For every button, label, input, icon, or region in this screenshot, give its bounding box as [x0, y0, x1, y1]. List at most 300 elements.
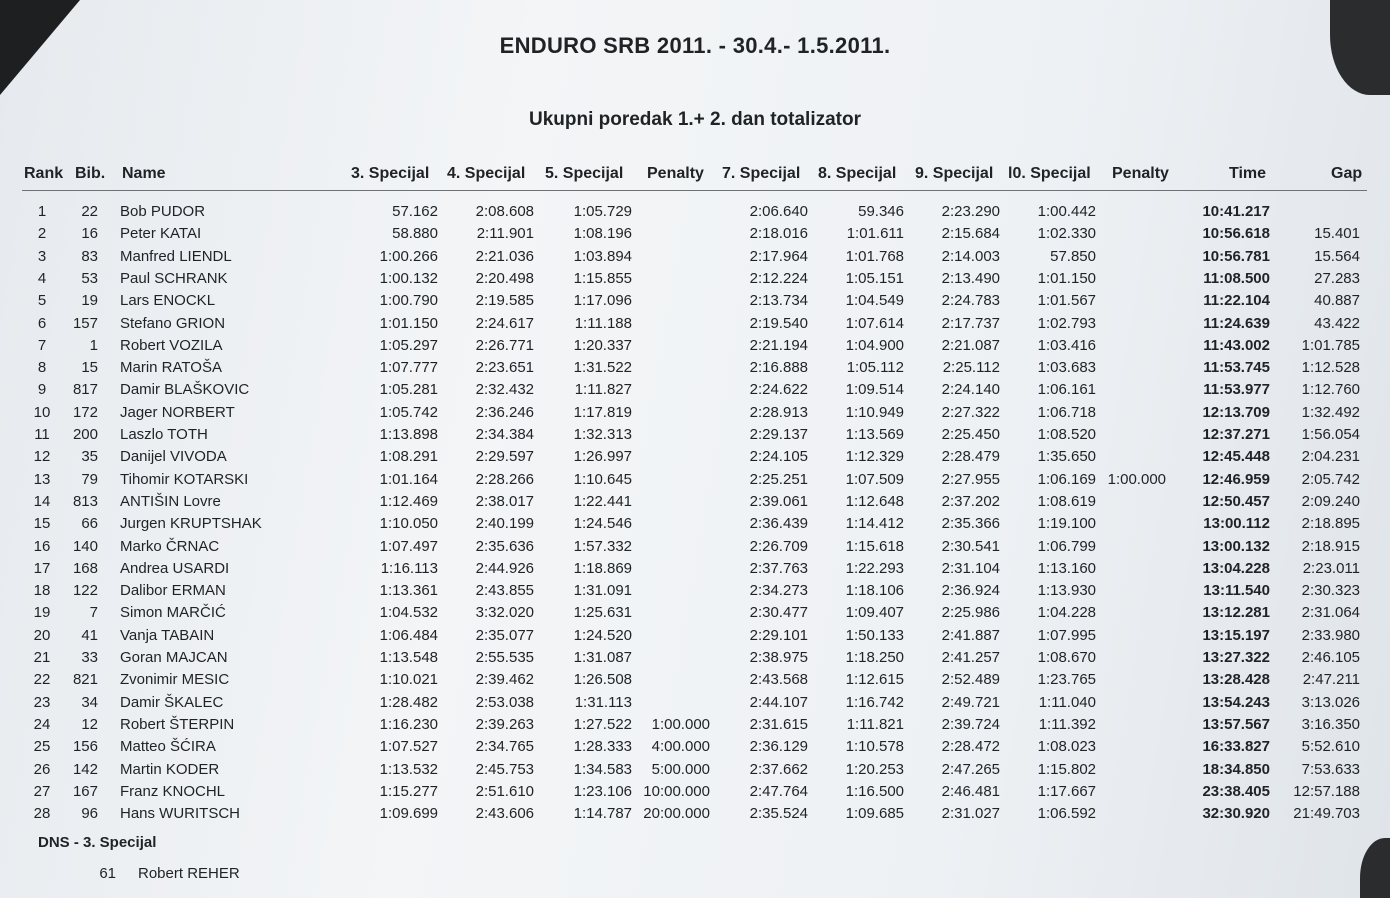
- cell-s10: 57.850: [1050, 247, 1096, 265]
- cell-s10: 1:08.520: [1037, 426, 1096, 443]
- cell-s7: 2:17.964: [749, 247, 808, 265]
- cell-s5: 1:32.313: [573, 426, 632, 443]
- cell-s5: 1:26.508: [573, 671, 632, 689]
- cell-time: 12:46.959: [1202, 470, 1270, 488]
- table-row: [0, 582, 1390, 604]
- cell-s10: 1:35.650: [1037, 448, 1096, 466]
- cell-s10: 1:11.392: [1038, 715, 1096, 733]
- cell-name: Andrea USARDI: [120, 559, 230, 577]
- table-row: [0, 493, 1390, 515]
- cell-name: Damir ŠKALEC: [120, 693, 224, 711]
- dns-row: [0, 865, 600, 885]
- cell-s7: 2:19.540: [749, 314, 808, 332]
- cell-name: Simon MARČIĆ: [120, 604, 226, 622]
- cell-bib: 83: [81, 247, 98, 265]
- page-subtitle: Ukupni poredak 1.+ 2. dan totalizator: [528, 109, 862, 130]
- cell-rank: 1: [37, 203, 47, 220]
- cell-s8: 1:20.253: [845, 760, 904, 778]
- cell-s3: 1:00.266: [379, 247, 438, 265]
- cell-s8: 1:13.569: [845, 426, 904, 443]
- cell-rank: 21: [33, 649, 51, 666]
- table-row: [0, 649, 1390, 671]
- cell-gap: 2:47.211: [1302, 671, 1360, 689]
- cell-s9: 2:28.479: [941, 448, 1000, 466]
- col-header-s3: 3. Specijal: [351, 165, 430, 182]
- cell-s9: 2:14.003: [941, 247, 1000, 265]
- cell-s7: 2:43.568: [749, 671, 808, 689]
- cell-s7: 2:28.913: [749, 403, 808, 421]
- col-header-s7: 7. Specijal: [722, 165, 801, 182]
- cell-s7: 2:29.137: [749, 426, 808, 443]
- cell-s7: 2:31.615: [749, 715, 808, 733]
- cell-bib: 53: [81, 269, 98, 287]
- cell-s4: 2:43.855: [475, 582, 534, 600]
- cell-rank: 2: [37, 225, 47, 243]
- page-title: ENDURO SRB 2011. - 30.4.- 1.5.2011.: [499, 33, 891, 58]
- cell-s3: 1:04.532: [379, 604, 438, 622]
- cell-s5: 1:10.645: [573, 470, 632, 488]
- cell-rank: 25: [33, 738, 51, 756]
- cell-s3: 1:00.132: [379, 269, 438, 287]
- cell-s3: 1:06.484: [379, 626, 438, 644]
- cell-s9: 2:30.541: [941, 537, 1000, 555]
- cell-bib: 35: [81, 448, 98, 466]
- cell-gap: 3:13.026: [1301, 693, 1360, 711]
- col-header-rank: Rank: [24, 165, 64, 182]
- cell-s3: 1:13.898: [379, 426, 438, 443]
- cell-s10: 1:03.416: [1037, 336, 1096, 354]
- cell-gap: 2:30.323: [1301, 582, 1360, 600]
- cell-pen1: 10:00.000: [643, 782, 710, 800]
- cell-bib: 821: [72, 671, 98, 689]
- cell-time: 12:45.448: [1202, 448, 1270, 466]
- cell-bib: 79: [81, 470, 98, 488]
- cell-name: Lars ENOCKL: [120, 292, 216, 310]
- cell-s10: 1:01.567: [1037, 292, 1096, 310]
- cell-time: 13:27.322: [1202, 649, 1270, 666]
- cell-s3: 58.880: [392, 225, 438, 243]
- cell-time: 11:22.104: [1203, 292, 1270, 310]
- dns-section-title: DNS - 3. Specijal: [38, 834, 157, 851]
- cell-s7: 2:29.101: [749, 626, 808, 644]
- cell-s5: 1:57.332: [573, 537, 632, 555]
- cell-s3: 1:05.297: [379, 336, 438, 354]
- cell-s5: 1:31.091: [573, 582, 632, 600]
- col-header-s4: 4. Specijal: [447, 165, 526, 182]
- cell-time: 13:15.197: [1202, 626, 1270, 644]
- table-row: [0, 270, 1390, 292]
- cell-s9: 2:39.724: [941, 715, 1000, 733]
- cell-s7: 2:36.129: [749, 738, 808, 756]
- cell-s8: 1:05.112: [846, 359, 904, 377]
- cell-rank: 20: [33, 626, 51, 644]
- table-header: [0, 165, 1390, 187]
- table-row: [0, 627, 1390, 649]
- cell-s3: 1:28.482: [379, 693, 438, 711]
- cell-bib: 22: [81, 203, 98, 220]
- cell-s8: 1:18.250: [845, 649, 904, 666]
- cell-time: 11:53.745: [1203, 359, 1270, 377]
- cell-s3: 1:09.699: [379, 805, 438, 823]
- cell-s4: 2:40.199: [475, 515, 534, 533]
- cell-time: 13:00.112: [1203, 515, 1270, 533]
- cell-s8: 59.346: [858, 203, 904, 220]
- cell-name: Matteo ŠĆIRA: [120, 738, 216, 756]
- cell-s9: 2:46.481: [941, 782, 1000, 800]
- cell-gap: 1:56.054: [1301, 426, 1360, 443]
- cell-s3: 1:13.361: [379, 582, 438, 600]
- cell-s3: 1:13.548: [379, 649, 438, 666]
- cell-s7: 2:16.888: [749, 359, 808, 377]
- cell-s7: 2:35.524: [749, 805, 808, 823]
- cell-s4: 2:24.617: [475, 314, 534, 332]
- cell-s8: 1:16.742: [845, 693, 904, 711]
- cell-gap: 12:57.188: [1293, 782, 1360, 800]
- cell-s8: 1:01.611: [846, 225, 904, 243]
- cell-s3: 57.162: [392, 203, 438, 220]
- cell-s9: 2:31.104: [941, 559, 1000, 577]
- cell-gap: 2:09.240: [1301, 492, 1360, 510]
- cell-s4: 2:44.926: [475, 559, 534, 577]
- cell-rank: 4: [37, 269, 47, 287]
- cell-time: 12:37.271: [1202, 426, 1270, 443]
- cell-s9: 2:36.924: [941, 582, 1000, 600]
- cell-time: 13:54.243: [1202, 693, 1270, 711]
- cell-s5: 1:34.583: [573, 760, 632, 778]
- cell-s5: 1:24.546: [573, 515, 632, 533]
- table-row: [0, 337, 1390, 359]
- cell-s5: 1:26.997: [573, 448, 632, 466]
- cell-s5: 1:17.819: [573, 403, 632, 421]
- cell-s9: 2:47.265: [941, 760, 1000, 778]
- cell-s4: 2:39.462: [475, 671, 534, 689]
- table-row: [0, 448, 1390, 470]
- cell-s4: 2:55.535: [475, 649, 534, 666]
- cell-s4: 2:21.036: [475, 247, 534, 265]
- cell-rank: 24: [33, 715, 51, 733]
- cell-time: 13:12.281: [1202, 604, 1270, 622]
- cell-s4: 2:39.263: [475, 715, 534, 733]
- cell-name: Damir BLAŠKOVIC: [120, 381, 250, 399]
- table-row: [0, 381, 1390, 403]
- cell-s4: 2:34.384: [475, 426, 534, 443]
- cell-s10: 1:08.619: [1037, 492, 1096, 510]
- cell-s7: 2:24.105: [749, 448, 808, 466]
- dns-bib: 61: [99, 865, 116, 882]
- cell-name: Jager NORBERT: [120, 403, 235, 421]
- cell-bib: 200: [72, 426, 98, 443]
- cell-name: Martin KODER: [120, 760, 220, 778]
- cell-s3: 1:05.742: [379, 403, 438, 421]
- cell-rank: 28: [33, 805, 51, 823]
- cell-time: 11:53.977: [1203, 381, 1270, 399]
- cell-s8: 1:01.768: [845, 247, 904, 265]
- cell-s8: 1:11.821: [846, 715, 904, 733]
- cell-time: 12:13.709: [1202, 403, 1270, 421]
- cell-bib: 34: [81, 693, 98, 711]
- cell-s9: 2:25.986: [941, 604, 1000, 622]
- cell-s8: 1:07.614: [845, 314, 904, 332]
- cell-gap: 43.422: [1314, 314, 1360, 332]
- cell-pen1: 20:00.000: [643, 805, 710, 823]
- cell-rank: 11: [34, 426, 50, 443]
- table-row: [0, 315, 1390, 337]
- cell-s7: 2:26.709: [749, 537, 808, 555]
- cell-s4: 2:45.753: [475, 760, 534, 778]
- cell-gap: 40.887: [1314, 292, 1360, 310]
- cell-rank: 3: [37, 247, 47, 265]
- cell-rank: 15: [33, 515, 51, 533]
- cell-s7: 2:44.107: [749, 693, 808, 711]
- cell-s4: 2:11.901: [476, 225, 534, 243]
- cell-s8: 1:12.615: [845, 671, 904, 689]
- cell-s9: 2:41.887: [941, 626, 1000, 644]
- cell-s4: 2:51.610: [475, 782, 534, 800]
- table-row: [0, 538, 1390, 560]
- cell-s10: 1:08.023: [1037, 738, 1096, 756]
- cell-s8: 1:05.151: [845, 269, 904, 287]
- cell-s10: 1:08.670: [1037, 649, 1096, 666]
- cell-s9: 2:17.737: [941, 314, 1000, 332]
- cell-s9: 2:27.322: [941, 403, 1000, 421]
- cell-time: 10:56.618: [1202, 225, 1270, 243]
- cell-name: Stefano GRION: [120, 314, 226, 332]
- cell-s10: 1:02.330: [1037, 225, 1096, 243]
- cell-time: 32:30.920: [1202, 805, 1270, 823]
- cell-bib: 7: [89, 604, 98, 622]
- cell-bib: 15: [81, 359, 98, 377]
- cell-bib: 813: [72, 492, 98, 510]
- cell-s9: 2:24.783: [941, 292, 1000, 310]
- cell-s7: 2:25.251: [749, 470, 808, 488]
- cell-s4: 2:35.636: [475, 537, 534, 555]
- cell-s5: 1:28.333: [573, 738, 632, 756]
- cell-s9: 2:49.721: [941, 693, 1000, 711]
- table-row: [0, 404, 1390, 426]
- cell-gap: 2:46.105: [1301, 649, 1360, 666]
- cell-rank: 19: [33, 604, 51, 622]
- cell-s9: 2:25.112: [942, 359, 1000, 377]
- cell-gap: 2:18.915: [1301, 537, 1360, 555]
- cell-s3: 1:12.469: [379, 492, 438, 510]
- cell-gap: 27.283: [1314, 269, 1360, 287]
- col-header-penalty-1: Penalty: [647, 165, 704, 182]
- cell-s5: 1:05.729: [573, 203, 632, 220]
- cell-s8: 1:09.407: [845, 604, 904, 622]
- cell-s8: 1:15.618: [845, 537, 904, 555]
- cell-s8: 1:50.133: [845, 626, 904, 644]
- cell-s4: 2:43.606: [475, 805, 534, 823]
- cell-s9: 2:13.490: [941, 269, 1000, 287]
- cell-bib: 157: [72, 314, 98, 332]
- cell-s3: 1:15.277: [379, 782, 438, 800]
- cell-s10: 1:04.228: [1037, 604, 1096, 622]
- col-header-name: Name: [122, 165, 166, 182]
- cell-s4: 2:20.498: [475, 269, 534, 287]
- cell-gap: 1:12.528: [1301, 359, 1360, 377]
- cell-s10: 1:06.592: [1037, 805, 1096, 823]
- col-header-penalty-2: Penalty: [1112, 165, 1169, 182]
- table-row: [0, 203, 1390, 225]
- table-row: [0, 604, 1390, 626]
- cell-s7: 2:24.622: [749, 381, 808, 399]
- cell-pen1: 5:00.000: [651, 760, 710, 778]
- dns-name: Robert REHER: [138, 865, 240, 882]
- cell-gap: 21:49.703: [1293, 805, 1360, 823]
- cell-s3: 1:00.790: [379, 292, 438, 310]
- cell-s5: 1:11.188: [574, 314, 632, 332]
- cell-name: Manfred LIENDL: [120, 247, 232, 265]
- cell-s5: 1:27.522: [573, 715, 632, 733]
- cell-s9: 2:31.027: [941, 805, 1000, 823]
- cell-s10: 1:06.718: [1037, 403, 1096, 421]
- cell-s9: 2:35.366: [941, 515, 1000, 533]
- cell-s10: 1:13.160: [1037, 559, 1096, 577]
- cell-s5: 1:25.631: [573, 604, 632, 622]
- cell-s10: 1:15.802: [1037, 760, 1096, 778]
- cell-s4: 2:29.597: [475, 448, 534, 466]
- cell-pen1: 1:00.000: [651, 715, 710, 733]
- cell-s7: 2:21.194: [749, 336, 808, 354]
- cell-rank: 6: [37, 314, 47, 332]
- cell-name: Tihomir KOTARSKI: [120, 470, 249, 488]
- cell-bib: 16: [81, 225, 98, 243]
- cell-s10: 1:02.793: [1037, 314, 1096, 332]
- cell-s10: 1:13.930: [1037, 582, 1096, 600]
- table-row: [0, 761, 1390, 783]
- cell-s8: 1:04.549: [845, 292, 904, 310]
- cell-s9: 2:23.290: [941, 203, 1000, 220]
- cell-gap: 7:53.633: [1301, 760, 1360, 778]
- cell-s10: 1:06.799: [1037, 537, 1096, 555]
- cell-name: Marin RATOŠA: [120, 359, 222, 377]
- cell-s9: 2:41.257: [941, 649, 1000, 666]
- cell-name: ANTIŠIN Lovre: [120, 492, 221, 510]
- cell-rank: 9: [37, 381, 47, 399]
- cell-time: 13:28.428: [1202, 671, 1270, 689]
- col-header-gap: Gap: [1331, 165, 1363, 182]
- cell-rank: 16: [33, 537, 51, 555]
- cell-s4: 2:38.017: [475, 492, 534, 510]
- cell-s10: 1:07.995: [1037, 626, 1096, 644]
- cell-s10: 1:01.150: [1037, 269, 1096, 287]
- photo-corner-shadow: [1360, 838, 1390, 898]
- cell-rank: 5: [37, 292, 47, 310]
- cell-s10: 1:00.442: [1037, 203, 1096, 220]
- cell-gap: 1:12.760: [1301, 381, 1360, 399]
- cell-s7: 2:06.640: [749, 203, 808, 220]
- cell-rank: 17: [33, 559, 51, 577]
- cell-name: Robert VOZILA: [120, 336, 223, 354]
- cell-s4: 2:36.246: [475, 403, 534, 421]
- cell-s10: 1:06.161: [1037, 381, 1096, 399]
- cell-s3: 1:07.497: [379, 537, 438, 555]
- cell-bib: 172: [72, 403, 98, 421]
- cell-s9: 2:15.684: [941, 225, 1000, 243]
- cell-gap: 2:18.895: [1301, 515, 1360, 533]
- cell-s4: 2:26.771: [475, 336, 534, 354]
- cell-s10: 1:19.100: [1037, 515, 1096, 533]
- table-row: [0, 783, 1390, 805]
- cell-s3: 1:10.050: [379, 515, 438, 533]
- cell-bib: 12: [81, 715, 98, 733]
- cell-s8: 1:09.514: [845, 381, 904, 399]
- cell-rank: 14: [33, 492, 51, 510]
- cell-s3: 1:13.532: [379, 760, 438, 778]
- cell-gap: 5:52.610: [1301, 738, 1360, 756]
- cell-s5: 1:23.106: [573, 782, 632, 800]
- cell-s8: 1:12.648: [845, 492, 904, 510]
- cell-time: 18:34.850: [1202, 760, 1270, 778]
- table-row: [0, 738, 1390, 760]
- cell-s8: 1:09.685: [845, 805, 904, 823]
- cell-s9: 2:52.489: [941, 671, 1000, 689]
- cell-s4: 2:32.432: [475, 381, 534, 399]
- cell-s5: 1:03.894: [573, 247, 632, 265]
- cell-s9: 2:24.140: [941, 381, 1000, 399]
- cell-s4: 2:28.266: [475, 470, 534, 488]
- cell-bib: 140: [72, 537, 98, 555]
- cell-name: Robert ŠTERPIN: [120, 715, 235, 733]
- cell-bib: 156: [72, 738, 98, 756]
- cell-pen1: 4:00.000: [651, 738, 710, 756]
- cell-s7: 2:38.975: [749, 649, 808, 666]
- cell-time: 10:41.217: [1202, 203, 1270, 220]
- cell-name: Peter KATAI: [120, 225, 202, 243]
- cell-rank: 13: [33, 470, 51, 488]
- cell-s4: 2:19.585: [475, 292, 534, 310]
- cell-s3: 1:07.777: [379, 359, 438, 377]
- cell-s5: 1:11.827: [574, 381, 632, 399]
- cell-rank: 12: [33, 448, 51, 466]
- cell-name: Hans WURITSCH: [120, 805, 241, 823]
- cell-s3: 1:07.527: [379, 738, 438, 756]
- cell-bib: 817: [72, 381, 98, 399]
- cell-time: 11:24.639: [1203, 314, 1270, 332]
- cell-s5: 1:18.869: [573, 559, 632, 577]
- cell-bib: 122: [72, 582, 98, 600]
- table-row: [0, 694, 1390, 716]
- cell-bib: 19: [81, 292, 98, 310]
- cell-gap: 2:31.064: [1301, 604, 1360, 622]
- cell-s8: 1:22.293: [845, 559, 904, 577]
- cell-s7: 2:30.477: [749, 604, 808, 622]
- col-header-s5: 5. Specijal: [545, 165, 624, 182]
- cell-time: 23:38.405: [1202, 782, 1270, 800]
- cell-name: Bob PUDOR: [120, 203, 206, 220]
- cell-name: Goran MAJCAN: [120, 649, 228, 666]
- col-header-bib: Bib.: [75, 165, 106, 182]
- table-row: [0, 359, 1390, 381]
- cell-pen2: 1:00.000: [1107, 470, 1166, 488]
- cell-name: Vanja TABAIN: [120, 626, 215, 644]
- cell-s5: 1:17.096: [573, 292, 632, 310]
- cell-name: Jurgen KRUPTSHAK: [120, 515, 262, 533]
- cell-s4: 2:23.651: [475, 359, 534, 377]
- col-header-s10: l0. Specijal: [1008, 165, 1091, 182]
- col-header-s9: 9. Specijal: [915, 165, 994, 182]
- cell-s8: 1:18.106: [845, 582, 904, 600]
- cell-s7: 2:37.662: [749, 760, 808, 778]
- cell-s10: 1:17.667: [1037, 782, 1096, 800]
- cell-s8: 1:07.509: [845, 470, 904, 488]
- cell-bib: 142: [72, 760, 98, 778]
- cell-time: 11:43.002: [1203, 336, 1270, 354]
- cell-time: 12:50.457: [1202, 492, 1270, 510]
- table-row: [0, 426, 1390, 448]
- col-header-time: Time: [1229, 165, 1267, 182]
- cell-name: Laszlo TOTH: [120, 426, 208, 443]
